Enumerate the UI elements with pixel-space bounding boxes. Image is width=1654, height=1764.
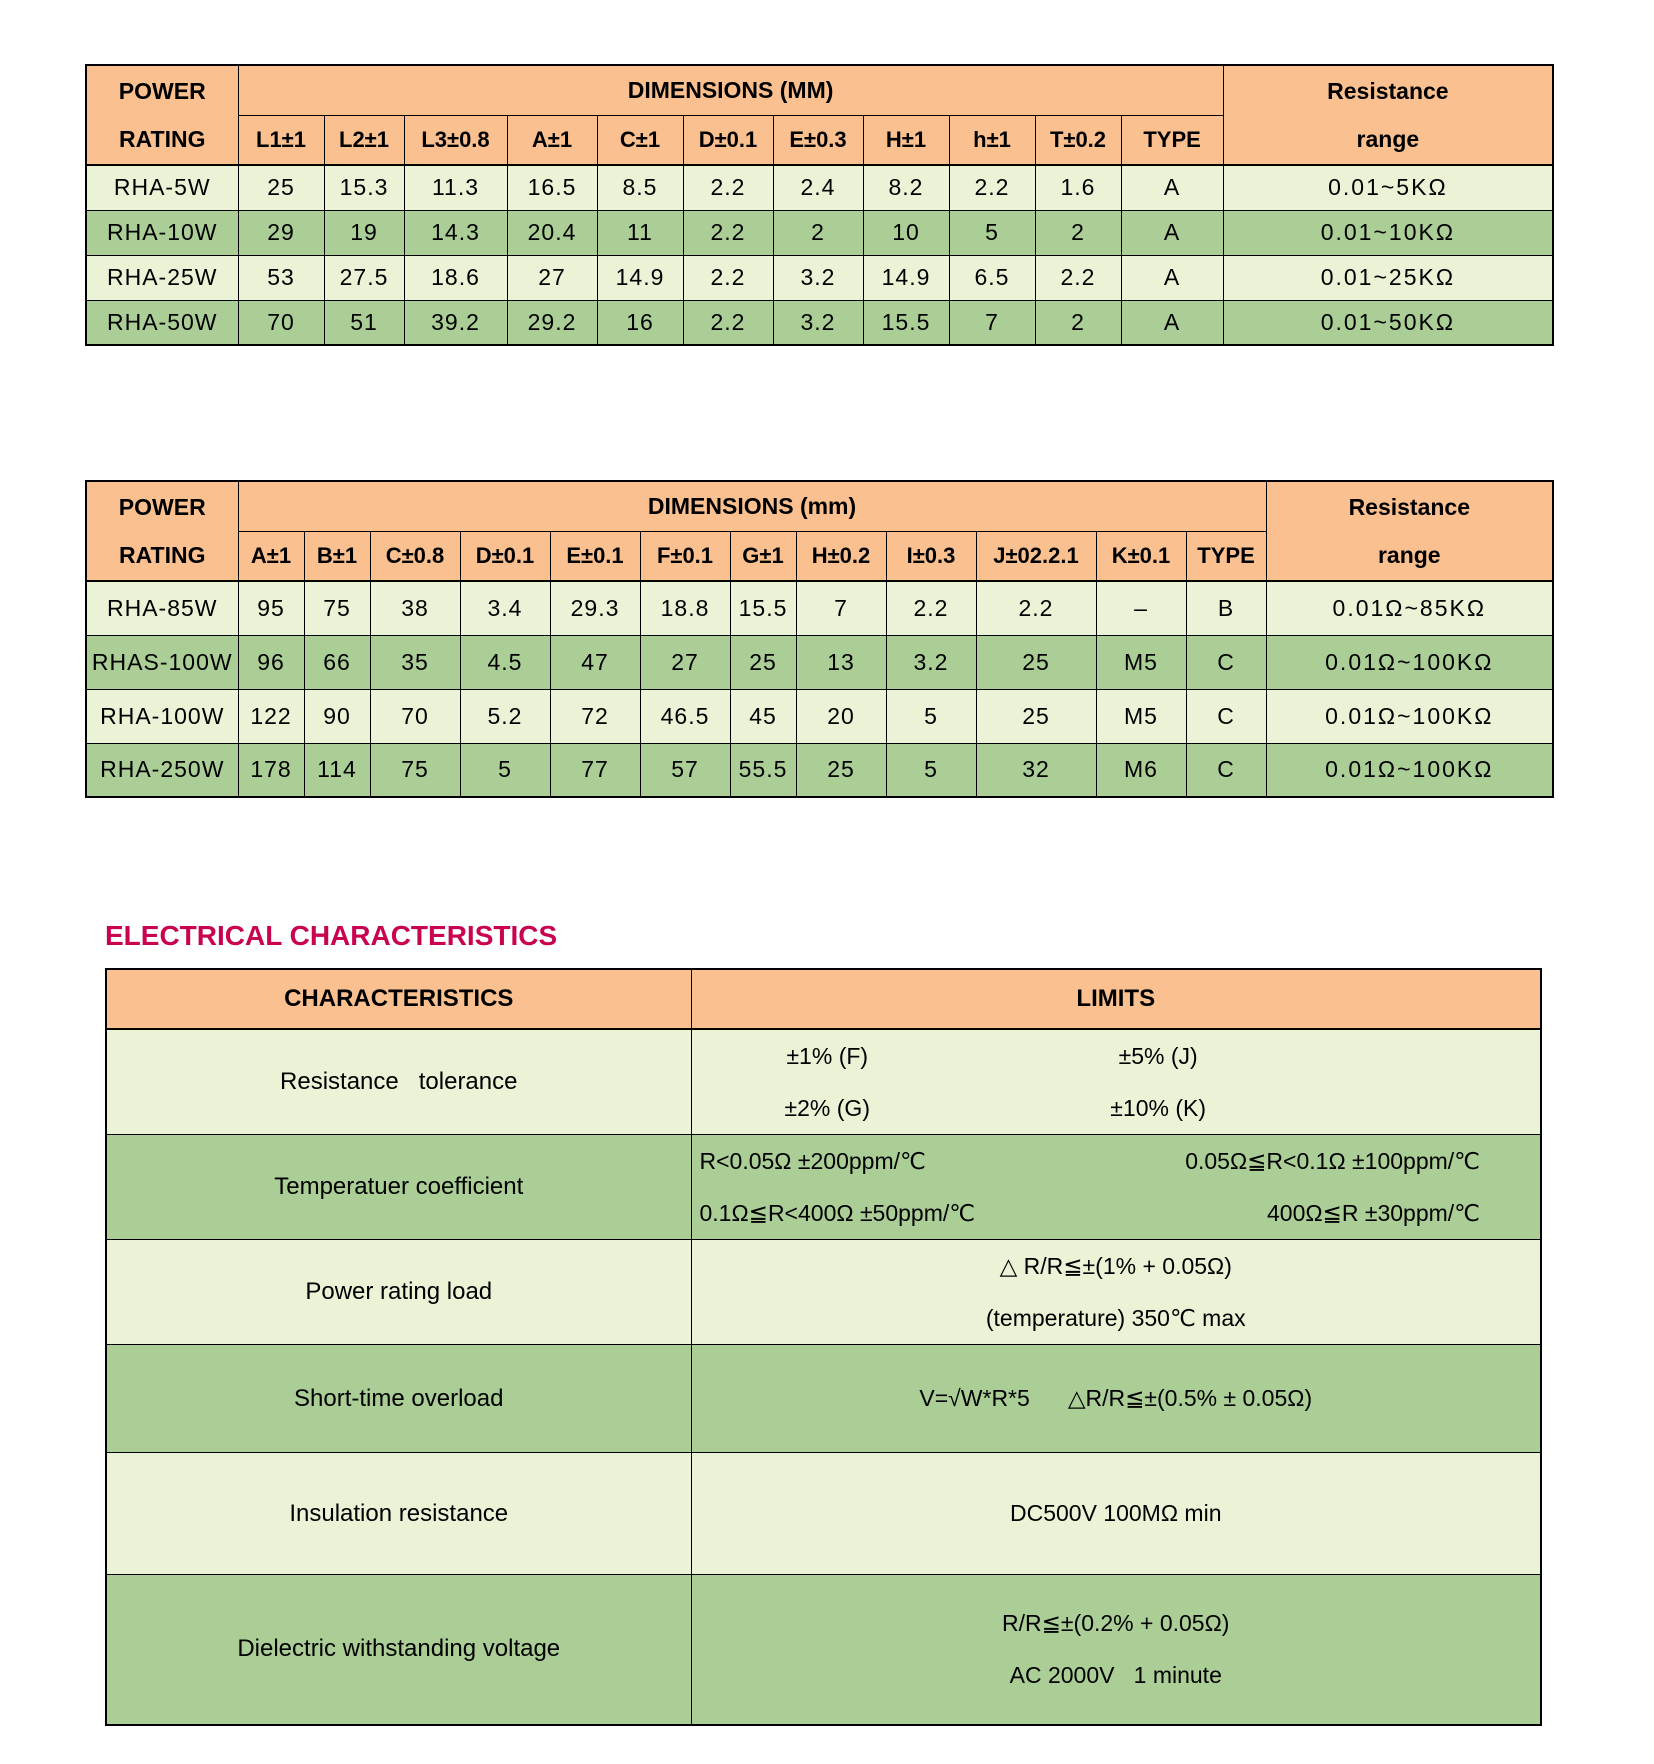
limits-cell [691,1345,1541,1453]
dim-col-header: C±0.8 [370,531,460,581]
dim-value-cell: 20.4 [507,210,597,255]
resistance-range-cell: 0.01Ω~100KΩ [1266,635,1553,689]
dim-value-cell: 18.6 [404,255,507,300]
dim-value-cell: 3.2 [886,635,976,689]
dim-value-cell: 16.5 [507,165,597,210]
power-rating-cell: RHA-100W [86,689,238,743]
limit-value: 400Ω≦R ±30ppm/℃ [1266,1199,1480,1226]
dim-value-cell: 70 [370,689,460,743]
dim-value-cell: 2.2 [683,210,773,255]
limits-header: LIMITS [691,969,1541,1029]
dim-col-header: C±1 [597,115,683,165]
dim-value-cell: 20 [796,689,886,743]
dim-value-cell: 29.2 [507,300,597,345]
limits-cell [691,1453,1541,1575]
table-row [86,165,1553,210]
limit-value: R<0.05Ω ±200ppm/℃ [699,1147,926,1174]
dim-value-cell: 25 [976,689,1096,743]
dim-col-header: A±1 [507,115,597,165]
power-rating-cell: RHAS-100W [86,635,238,689]
dim-value-cell: 14.3 [404,210,507,255]
dim-value-cell: 25 [976,635,1096,689]
resistance-line2: range [1356,125,1420,152]
resistance-range-cell: 0.01~5KΩ [1223,165,1553,210]
dim-col-header: E±0.3 [773,115,863,165]
dim-value-cell: 2 [1035,210,1121,255]
dim-value-cell: 96 [238,635,304,689]
dim-value-cell: 75 [304,581,370,635]
type-cell: A [1121,255,1223,300]
electrical-characteristics-title: ELECTRICAL CHARACTERISTICS [105,920,558,951]
limit-line [692,1597,1541,1649]
limit-line [692,1030,1541,1082]
dim-value-cell: 25 [796,743,886,797]
power-dimensions-table-2 [85,480,1554,798]
dim-value-cell: 10 [863,210,949,255]
dim-value-cell: 2.2 [683,300,773,345]
limit-value: △R/R≦±(0.5% ± 0.05Ω) [1067,1385,1313,1411]
dim-value-cell: 2.2 [683,165,773,210]
dim-value-cell: 16 [597,300,683,345]
dim-value-cell: 46.5 [640,689,730,743]
dim-value-cell: 6.5 [949,255,1035,300]
dim-value-cell: 51 [324,300,404,345]
limit-line [692,1488,1541,1540]
power-rating-cell: RHA-85W [86,581,238,635]
dim-col-header: H±1 [863,115,949,165]
dim-value-cell: 2.4 [773,165,863,210]
dim-value-cell: 3.2 [773,300,863,345]
type-cell: A [1121,210,1223,255]
power-rating-line1: POWER [118,77,206,104]
limits-cell [691,1135,1541,1240]
power-rating-cell: RHA-10W [86,210,238,255]
limit-value: R/R≦±(0.2% + 0.05Ω) [1002,1609,1230,1636]
dim-value-cell: 39.2 [404,300,507,345]
characteristic-cell: Insulation resistance [106,1453,691,1575]
type-cell: B [1186,581,1266,635]
limit-value: ±2% (G) [784,1094,870,1121]
power-rating-cell: RHA-50W [86,300,238,345]
dimensions-header: DIMENSIONS (MM) [238,65,1223,115]
dim-col-header: T±0.2 [1035,115,1121,165]
table-row [86,689,1553,743]
table-row [86,210,1553,255]
dim-col-header: F±0.1 [640,531,730,581]
limit-line [692,1082,1541,1134]
dim-value-cell: 25 [238,165,324,210]
dim-value-cell: 35 [370,635,460,689]
limit-line [692,1649,1541,1701]
resistance-range-cell: 0.01~50KΩ [1223,300,1553,345]
dim-value-cell: 7 [949,300,1035,345]
table-row [86,635,1553,689]
power-rating-cell: RHA-5W [86,165,238,210]
limit-value: ±5% (J) [1118,1042,1198,1069]
dim-value-cell: 8.5 [597,165,683,210]
characteristic-cell: Power rating load [106,1240,691,1345]
dim-value-cell: 57 [640,743,730,797]
dim-col-header: H±0.2 [796,531,886,581]
limit-line [692,1373,1541,1425]
dim-value-cell: 5 [886,743,976,797]
dim-col-header: J±02.2.1 [976,531,1096,581]
limit-value: △ R/R≦±(1% + 0.05Ω) [999,1252,1232,1279]
dim-col-header: B±1 [304,531,370,581]
dim-value-cell: 3.2 [773,255,863,300]
table-row [86,300,1553,345]
dim-col-header: K±0.1 [1096,531,1186,581]
dim-value-cell: 66 [304,635,370,689]
dim-value-cell: 75 [370,743,460,797]
dim-value-cell: 1.6 [1035,165,1121,210]
limit-value: ±1% (F) [786,1042,869,1069]
dim-value-cell: 32 [976,743,1096,797]
dim-col-header: D±0.1 [683,115,773,165]
characteristics-header: CHARACTERISTICS [106,969,691,1029]
resistance-range-cell: 0.01Ω~100KΩ [1266,689,1553,743]
dim-col-header: E±0.1 [550,531,640,581]
type-cell: C [1186,689,1266,743]
resistance-line1: Resistance [1348,493,1471,520]
dim-col-header: A±1 [238,531,304,581]
dim-value-cell: – [1096,581,1186,635]
dim-value-cell: 15.3 [324,165,404,210]
dim-value-cell: M5 [1096,689,1186,743]
characteristic-cell: Dielectric withstanding voltage [106,1575,691,1725]
dim-col-header: L2±1 [324,115,404,165]
table-row [106,1029,1541,1135]
characteristic-cell: Resistance tolerance [106,1029,691,1135]
dim-value-cell: 70 [238,300,324,345]
dim-col-header: TYPE [1121,115,1223,165]
electrical-characteristics-table [105,968,1542,1726]
limit-value: V=√W*R*5 [919,1385,1030,1411]
table-row [86,255,1553,300]
characteristic-cell: Temperatuer coefficient [106,1135,691,1240]
dim-value-cell: 47 [550,635,640,689]
power-rating-cell: RHA-25W [86,255,238,300]
limit-value: DC500V 100MΩ min [1009,1500,1222,1526]
dim-value-cell: 15.5 [730,581,796,635]
limit-line [692,1135,1541,1187]
dim-col-header: h±1 [949,115,1035,165]
dim-col-header: TYPE [1186,531,1266,581]
dim-value-cell: 55.5 [730,743,796,797]
dim-col-header: L1±1 [238,115,324,165]
limit-line [692,1240,1541,1292]
power-rating-line2: RATING [119,125,206,152]
power-rating-header [86,481,238,581]
table-row [106,1135,1541,1240]
power-rating-line2: RATING [119,541,206,568]
dim-value-cell: M6 [1096,743,1186,797]
dim-value-cell: 27 [640,635,730,689]
dim-value-cell: 19 [324,210,404,255]
type-cell: A [1121,300,1223,345]
dim-value-cell: 18.8 [640,581,730,635]
resistance-line1: Resistance [1327,77,1449,104]
limits-cell [691,1240,1541,1345]
dim-value-cell: 72 [550,689,640,743]
resistance-line2: range [1377,541,1441,568]
dim-value-cell: 2.2 [683,255,773,300]
table-row [106,1575,1541,1725]
dim-value-cell: 5 [886,689,976,743]
dim-value-cell: 8.2 [863,165,949,210]
limits-cell [691,1575,1541,1725]
dim-value-cell: 5 [949,210,1035,255]
dim-col-header: G±1 [730,531,796,581]
dim-value-cell: 2.2 [886,581,976,635]
dim-value-cell: 29 [238,210,324,255]
resistance-range-header [1223,65,1553,165]
table-row [86,743,1553,797]
dimensions-header: DIMENSIONS (mm) [238,481,1266,531]
dim-value-cell: 178 [238,743,304,797]
resistance-range-cell: 0.01~25KΩ [1223,255,1553,300]
dim-value-cell: 14.9 [597,255,683,300]
dim-value-cell: 2.2 [949,165,1035,210]
dim-value-cell: 13 [796,635,886,689]
dim-value-cell: 15.5 [863,300,949,345]
resistance-range-header [1266,481,1553,581]
dim-col-header: I±0.3 [886,531,976,581]
dim-value-cell: 2.2 [1035,255,1121,300]
power-rating-line1: POWER [118,493,206,520]
limit-value: 0.05Ω≦R<0.1Ω ±100ppm/℃ [1185,1147,1480,1174]
dim-value-cell: 45 [730,689,796,743]
dim-value-cell: M5 [1096,635,1186,689]
limit-value: 0.1Ω≦R<400Ω ±50ppm/℃ [699,1199,976,1226]
power-rating-header [86,65,238,165]
dim-value-cell: 122 [238,689,304,743]
resistance-range-cell: 0.01Ω~100KΩ [1266,743,1553,797]
dim-value-cell: 5.2 [460,689,550,743]
power-rating-cell: RHA-250W [86,743,238,797]
dim-value-cell: 2 [1035,300,1121,345]
dim-value-cell: 90 [304,689,370,743]
dim-value-cell: 114 [304,743,370,797]
limit-value: ±10% (K) [1110,1094,1207,1121]
table-row [106,1240,1541,1345]
type-cell: C [1186,743,1266,797]
dim-value-cell: 38 [370,581,460,635]
dim-value-cell: 53 [238,255,324,300]
dim-value-cell: 77 [550,743,640,797]
limit-line [692,1187,1541,1239]
dim-col-header: D±0.1 [460,531,550,581]
dim-value-cell: 11 [597,210,683,255]
dim-value-cell: 14.9 [863,255,949,300]
dim-value-cell: 3.4 [460,581,550,635]
type-cell: C [1186,635,1266,689]
dim-value-cell: 2.2 [976,581,1096,635]
limit-line [692,1292,1541,1344]
type-cell: A [1121,165,1223,210]
dim-value-cell: 4.5 [460,635,550,689]
dim-value-cell: 7 [796,581,886,635]
limit-value: AC 2000V 1 minute [1009,1661,1222,1688]
dim-value-cell: 29.3 [550,581,640,635]
dim-value-cell: 27.5 [324,255,404,300]
table-row [86,581,1553,635]
limits-cell [691,1029,1541,1135]
power-dimensions-table-1 [85,64,1554,346]
dim-value-cell: 11.3 [404,165,507,210]
dim-value-cell: 95 [238,581,304,635]
dim-value-cell: 25 [730,635,796,689]
resistance-range-cell: 0.01~10KΩ [1223,210,1553,255]
limit-value: (temperature) 350℃ max [985,1304,1246,1331]
dim-value-cell: 27 [507,255,597,300]
dim-value-cell: 2 [773,210,863,255]
table-row [106,1453,1541,1575]
table-row [106,1345,1541,1453]
resistance-range-cell: 0.01Ω~85KΩ [1266,581,1553,635]
characteristic-cell: Short-time overload [106,1345,691,1453]
dim-col-header: L3±0.8 [404,115,507,165]
dim-value-cell: 5 [460,743,550,797]
